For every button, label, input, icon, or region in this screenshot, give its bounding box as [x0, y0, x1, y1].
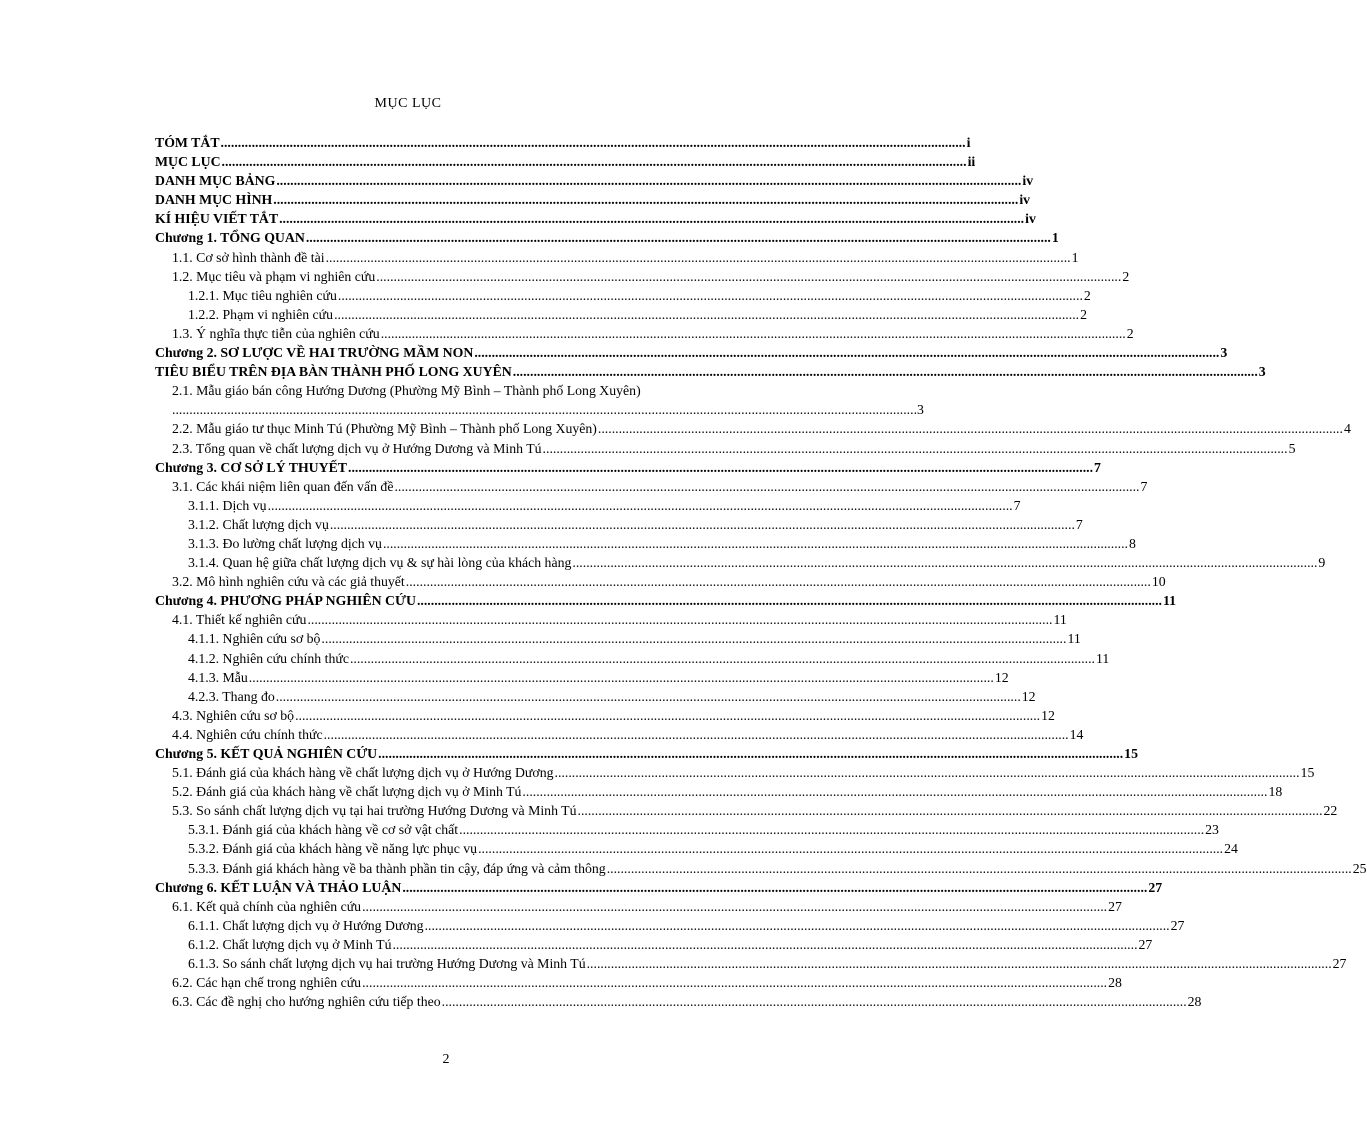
toc-entry[interactable]: 2.1. Mẫu giáo bán công Hướng Dương (Phường Mỹ Bình – Thành phố Long Xuyên) ..... 3	[155, 381, 738, 419]
toc-page-number: 10	[1151, 574, 1166, 590]
toc-entry[interactable]: MỤC LỤC ..... ii	[155, 152, 738, 171]
toc-entry[interactable]: 6.1.3. So sánh chất lượng dịch vụ hai trường Hướng Dương và Minh Tú ..... 27	[155, 954, 738, 973]
toc-page-number: 2	[1080, 306, 1087, 322]
toc-page-number: 5	[1288, 440, 1296, 456]
toc-entry[interactable]: 4.1. Thiết kế nghiên cứu ..... 11	[155, 610, 738, 629]
toc-page-number: 11	[1162, 593, 1177, 609]
toc-entry[interactable]: 3.2. Mô hình nghiên cứu và các giả thuyết ..... 10	[155, 572, 738, 591]
toc-entry[interactable]: 5.2. Đánh giá của khách hàng về chất lượng dịch vụ ở Minh Tú ..... 18	[155, 782, 738, 801]
toc-page-number: iv	[1025, 211, 1036, 227]
toc-entry[interactable]: 1.2.1. Mục tiêu nghiên cứu ..... 2	[155, 286, 738, 305]
toc-entry[interactable]: 6.1.1. Chất lượng dịch vụ ở Hướng Dương ..... 27	[155, 916, 738, 935]
toc-page-number: 11	[1067, 631, 1081, 647]
toc-entry[interactable]: Chương 1. TỔNG QUAN ..... 1	[155, 228, 738, 247]
toc-entry[interactable]: 4.1.2. Nghiên cứu chính thức ..... 11	[155, 649, 738, 668]
toc-page-number: 4	[1343, 421, 1351, 437]
toc-page-number: 1	[1051, 230, 1059, 246]
toc-page-number: 1	[1071, 249, 1079, 265]
toc-entry[interactable]: 5.1. Đánh giá của khách hàng về chất lượng dịch vụ ở Hướng Dương ..... 15	[155, 763, 738, 782]
toc-entry[interactable]: 5.3. So sánh chất lượng dịch vụ tại hai trường Hướng Dương và Minh Tú ..... 22	[155, 801, 738, 820]
toc-entry[interactable]: 1.3. Ý nghĩa thực tiễn của nghiên cứu ..... 2	[155, 324, 738, 343]
toc-page-number: 15	[1124, 746, 1138, 761]
toc-page-number: 27	[1138, 936, 1153, 952]
table-of-contents	[155, 133, 1367, 1011]
toc-page-number: i	[966, 135, 971, 150]
toc-entry[interactable]: Chương 3. CƠ SỞ LÝ THUYẾT ..... 7	[155, 458, 738, 477]
toc-entry[interactable]: 5.3.1. Đánh giá của khách hàng về cơ sở vật chất ..... 23	[155, 820, 738, 839]
toc-page-number: 2	[1122, 268, 1130, 284]
toc-page-number: 7	[1013, 497, 1021, 513]
toc-page-number: 14	[1069, 726, 1084, 742]
toc-entry[interactable]: 4.3. Nghiên cứu sơ bộ ..... 12	[155, 706, 738, 725]
toc-entry[interactable]: 5.3.2. Đánh giá của khách hàng về năng lực phục vụ ..... 24	[155, 839, 738, 858]
toc-heading: MỤC LỤC	[374, 96, 442, 111]
toc-entry[interactable]: Chương 6. KẾT LUẬN VÀ THẢO LUẬN ..... 27	[155, 878, 738, 897]
toc-entry[interactable]: 2.3. Tổng quan về chất lượng dịch vụ ở Hướng Dương và Minh Tú ..... 5	[155, 439, 738, 458]
toc-page-number: 25	[1352, 860, 1367, 876]
toc-entry[interactable]: 4.2.3. Thang đo ..... 12	[155, 687, 738, 706]
toc-entry[interactable]: 3.1. Các khái niệm liên quan đến vấn đề ..... 7	[155, 477, 738, 496]
toc-page-number: 3	[1258, 364, 1266, 380]
toc-page-number: 12	[1041, 707, 1055, 723]
toc-page-number: 2	[1126, 325, 1134, 341]
toc-page-number: 23	[1205, 822, 1219, 838]
toc-page-number: 3	[1220, 345, 1228, 361]
toc-entry[interactable]: 3.1.4. Quan hệ giữa chất lượng dịch vụ & sự hài lòng của khách hàng ..... 9	[155, 553, 738, 572]
toc-page-number: 28	[1187, 994, 1202, 1010]
toc-entry[interactable]: 2.2. Mẫu giáo tư thục Minh Tú (Phường Mỹ Bình – Thành phố Long Xuyên) ..... 4	[155, 419, 738, 438]
toc-entry[interactable]: 1.2. Mục tiêu và phạm vi nghiên cứu ..... 2	[155, 267, 738, 286]
toc-entry[interactable]: 6.1. Kết quả chính của nghiên cứu ..... 27	[155, 897, 738, 916]
toc-page-number: 12	[994, 669, 1009, 685]
toc-entry[interactable]: DANH MỤC BẢNG ..... iv	[155, 171, 738, 190]
toc-page-number: 12	[1021, 688, 1036, 704]
toc-entry[interactable]: 3.1.3. Đo lường chất lượng dịch vụ ..... 8	[155, 534, 738, 553]
toc-entry[interactable]: 5.3.3. Đánh giá khách hàng về ba thành phần tin cậy, đáp ứng và cảm thông ..... 25	[155, 859, 738, 878]
toc-page-number: 3	[917, 402, 924, 418]
toc-page-number: 24	[1224, 841, 1238, 857]
toc-entry[interactable]: 6.1.2. Chất lượng dịch vụ ở Minh Tú ..... 27	[155, 935, 738, 954]
toc-entry[interactable]: 3.1.1. Dịch vụ ..... 7	[155, 496, 738, 515]
toc-entry[interactable]: TÓM TẮT ..... i	[155, 133, 738, 152]
toc-page-number: 7	[1075, 516, 1083, 532]
toc-entry[interactable]: 6.2. Các hạn chế trong nghiên cứu ..... 28	[155, 973, 738, 992]
toc-page-number: 28	[1108, 975, 1122, 991]
toc-entry[interactable]: Chương 2. SƠ LƯỢC VỀ HAI TRƯỜNG MẦM NON ..... 3	[155, 343, 738, 362]
toc-page-number: 9	[1318, 555, 1326, 571]
toc-entry[interactable]: KÍ HIỆU VIẾT TẮT ..... iv	[155, 209, 738, 228]
toc-page-number: ii	[967, 154, 976, 170]
toc-entry[interactable]: 1.1. Cơ sở hình thành đề tài ..... 1	[155, 248, 738, 267]
toc-page-number: 11	[1095, 650, 1110, 666]
toc-page-number: 8	[1128, 535, 1136, 551]
toc-page-number: 15	[1300, 765, 1315, 781]
toc-page-number: 11	[1053, 612, 1067, 628]
toc-entry[interactable]: 3.1.2. Chất lượng dịch vụ ..... 7	[155, 515, 738, 534]
toc-page-number: iv	[1019, 192, 1031, 208]
toc-page-number: 7	[1140, 478, 1148, 494]
toc-page-number: 27	[1332, 956, 1347, 972]
toc-entry[interactable]: DANH MỤC HÌNH ..... iv	[155, 190, 738, 209]
toc-entry[interactable]: Chương 5. KẾT QUẢ NGHIÊN CỨU ..... 15	[155, 744, 738, 763]
toc-entry[interactable]: 1.2.2. Phạm vi nghiên cứu ..... 2	[155, 305, 738, 324]
toc-page-number: iv	[1022, 173, 1034, 189]
toc-entry[interactable]: 4.1.3. Mẫu ..... 12	[155, 668, 738, 687]
toc-entry[interactable]: 4.1.1. Nghiên cứu sơ bộ ..... 11	[155, 629, 738, 648]
toc-page-number: 7	[1094, 459, 1101, 475]
toc-page-number: 2	[1083, 287, 1091, 303]
toc-entry[interactable]: TIÊU BIỂU TRÊN ĐỊA BÀN THÀNH PHỐ LONG XUYÊN ..... 3	[155, 362, 738, 381]
toc-page-number: 27	[1170, 917, 1185, 933]
toc-page-number: 27	[1108, 898, 1122, 914]
toc-entry[interactable]: 4.4. Nghiên cứu chính thức ..... 14	[155, 725, 738, 744]
toc-page-number: 27	[1148, 879, 1163, 895]
page-number: 2	[442, 1052, 450, 1067]
toc-page-number: 18	[1268, 784, 1283, 800]
toc-entry[interactable]: Chương 4. PHƯƠNG PHÁP NGHIÊN CỨU ..... 11	[155, 591, 738, 610]
toc-page-number: 22	[1323, 803, 1338, 819]
toc-entry[interactable]: 6.3. Các đề nghị cho hướng nghiên cứu tiếp theo ..... 28	[155, 992, 738, 1011]
